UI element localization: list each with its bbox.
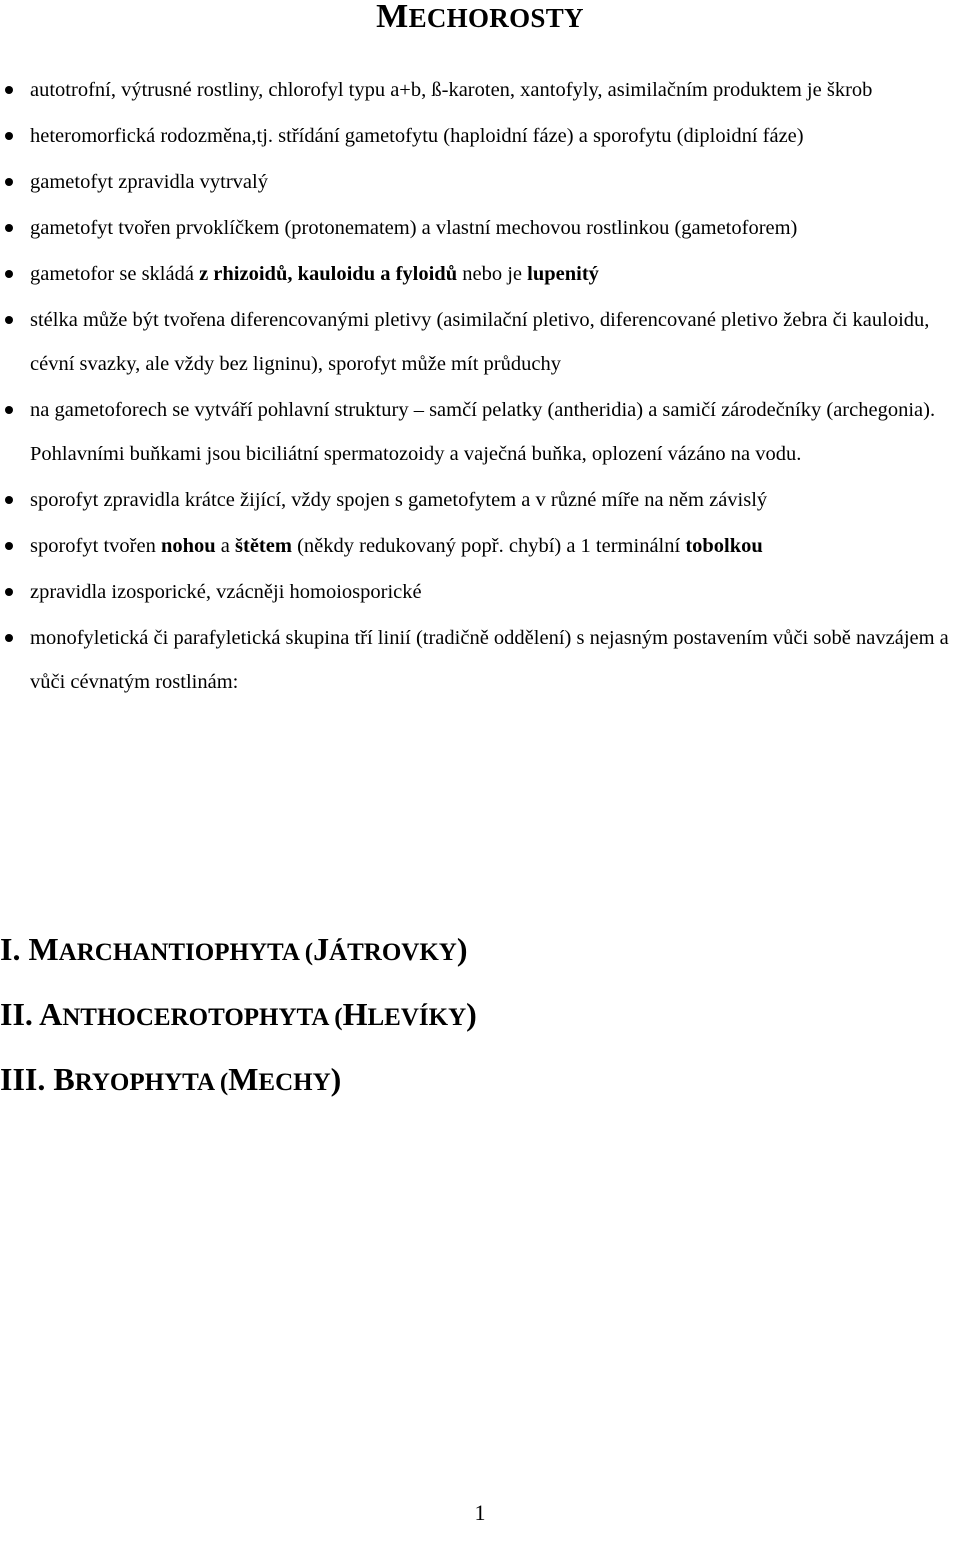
list-item-text: zpravidla izosporické, vzácněji homoiosporické — [30, 581, 422, 603]
bold-term: štětem — [235, 535, 292, 557]
list-item-text: na gametoforech se vytváří pohlavní struktury – samčí pelatky (antheridia) a samičí zárodečníky (archegonia). Pohlavními buňkami jsou biciliátní spermatozoidy a vaječná buňka, oplození vázáno na vodu. — [30, 399, 936, 465]
list-item — [0, 160, 960, 204]
bullet-icon — [5, 270, 13, 278]
section-heading-part: ECHY — [258, 1069, 331, 1096]
list-item-text: a — [215, 535, 236, 557]
bullet-list — [0, 68, 960, 706]
bullet-icon — [5, 316, 13, 324]
list-item-text: heteromorfická rodozměna,tj. střídání gametofytu (haploidní fáze) a sporofytu (diploidní fáze) — [30, 125, 804, 147]
section-heading-part: J — [313, 931, 330, 967]
bullet-icon — [5, 224, 13, 232]
list-item — [0, 298, 960, 386]
section-heading-part: H — [342, 996, 368, 1032]
section-heading-part: LEVÍKY — [367, 1004, 467, 1031]
title-initial: M — [376, 0, 409, 35]
bullet-icon — [5, 178, 13, 186]
section-heading — [0, 920, 477, 985]
list-item-text: gametofyt tvořen prvoklíčkem (protonematem) a vlastní mechovou rostlinkou (gametoforem) — [30, 217, 798, 239]
bullet-icon — [5, 406, 13, 414]
section-heading-part: ) — [466, 996, 477, 1032]
section-heading — [0, 1050, 477, 1115]
list-item — [0, 68, 960, 112]
list-item-text: nebo je — [457, 263, 528, 285]
section-heading-part: NTHOCEROTOPHYTA ( — [62, 1004, 343, 1031]
list-item — [0, 252, 960, 296]
list-item-text: monofyletická či parafyletická skupina tří linií (tradičně oddělení) s nejasným postavením vůči sobě navzájem a vůči cévnatým rostlinám: — [30, 627, 949, 693]
bold-term: z rhizoidů, kauloidu a fyloidů — [199, 263, 458, 285]
list-item-text: gametofyt zpravidla vytrvalý — [30, 171, 268, 193]
bold-term: tobolkou — [685, 535, 763, 557]
bullet-icon — [5, 86, 13, 94]
list-item-text: sporofyt tvořen — [30, 535, 161, 557]
list-item — [0, 114, 960, 158]
section-heading-part: ÁTROVKY — [329, 939, 457, 966]
page-number: 1 — [474, 1500, 486, 1525]
list-item — [0, 570, 960, 614]
list-item-text: stélka může být tvořena diferencovanými pletivy (asimilační pletivo, diferencované pletivo žebra či kauloidu, cévní svazky, ale vždy bez ligninu), sporofyt může mít průduchy — [30, 309, 930, 375]
bold-term: lupenitý — [527, 263, 599, 285]
list-item — [0, 524, 960, 568]
list-item-text: (někdy redukovaný popř. chybí) a 1 terminální — [291, 535, 686, 557]
section-heading-part: ) — [456, 931, 468, 967]
list-item-text: gametofor se skládá — [30, 263, 200, 285]
section-heading — [0, 985, 477, 1050]
section-heading-part: M — [228, 1061, 259, 1097]
list-item — [0, 616, 960, 704]
section-heading-part: III. B — [0, 1061, 75, 1097]
bullet-icon — [5, 588, 13, 596]
section-heading-part: ) — [330, 1061, 342, 1097]
list-item-text: sporofyt zpravidla krátce žijící, vždy spojen s gametofytem a v různé míře na něm závislý — [30, 489, 768, 511]
list-item — [0, 388, 960, 476]
bullet-icon — [5, 634, 13, 642]
section-heading-part: II. A — [0, 996, 63, 1032]
bullet-icon — [5, 542, 13, 550]
section-heading-part: ARCHANTIOPHYTA ( — [58, 939, 314, 966]
bold-term: nohou — [160, 535, 216, 557]
list-item — [0, 206, 960, 250]
bullet-icon — [5, 132, 13, 140]
list-item-text: autotrofní, výtrusné rostliny, chlorofyl typu a+b, ß-karoten, xantofyly, asimilačním produktem je škrob — [30, 79, 873, 101]
section-heading-part: RYOPHYTA ( — [74, 1069, 229, 1096]
list-item — [0, 478, 960, 522]
page-title — [0, 0, 960, 35]
section-heading-part: I. M — [0, 931, 59, 967]
section-headings — [0, 920, 477, 1115]
title-rest: ECHOROSTY — [408, 3, 584, 33]
bullet-icon — [5, 496, 13, 504]
